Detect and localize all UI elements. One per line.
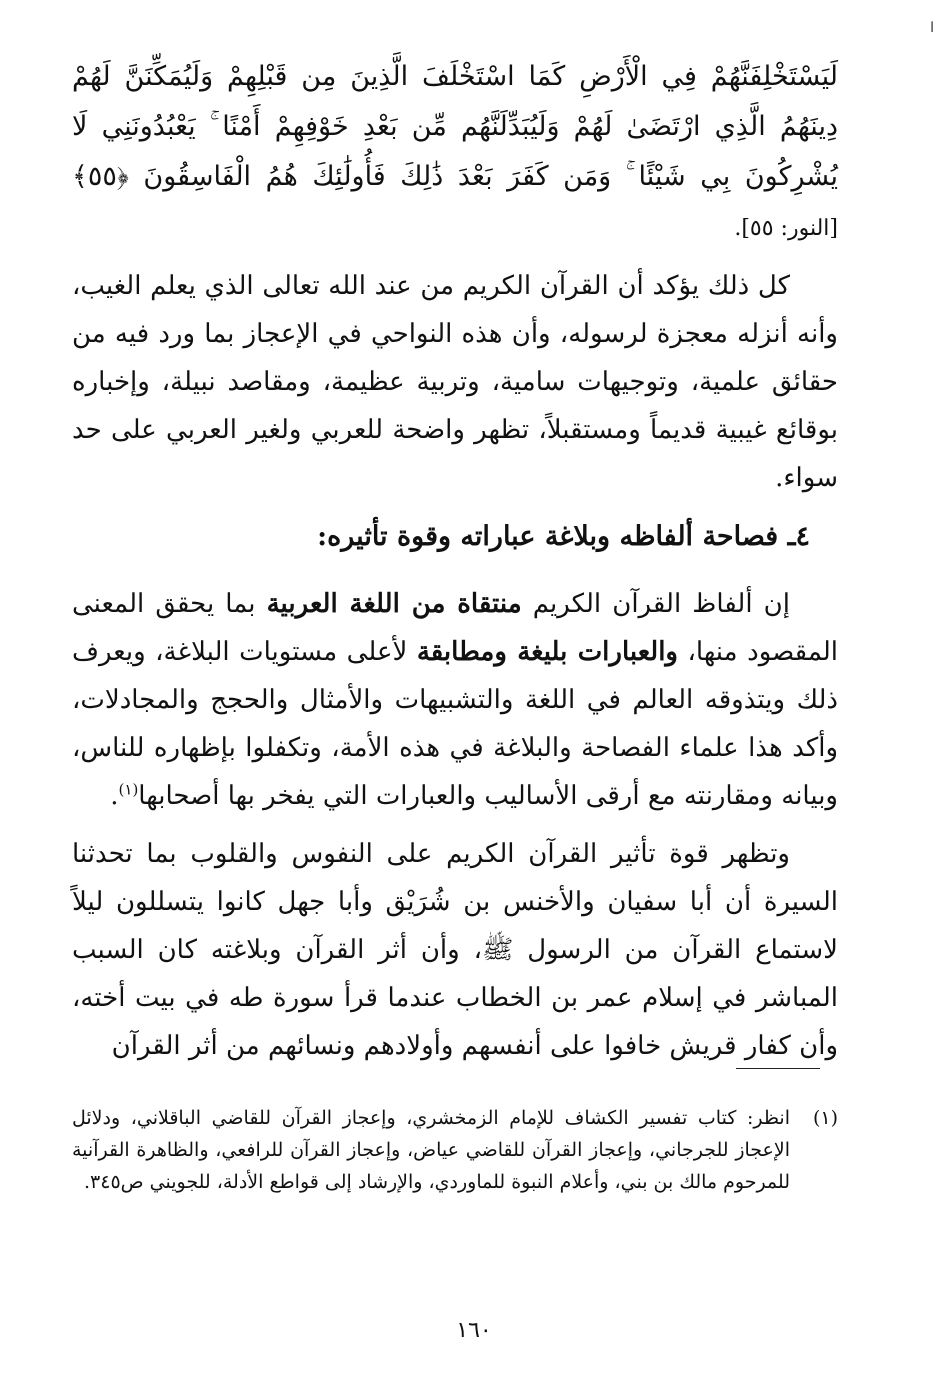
footnote-area [72,1102,838,1198]
paragraph-2-bold-2: والعبارات بليغة ومطابقة [416,637,678,667]
page-body [72,52,838,1080]
paragraph-2-part-3: لأعلى مستويات البلاغة، ويعرف ذلك ويتذوقه العالم في اللغة والتشبيهات والأمثال والحجج والمجادلات، وأكد هذا علماء الفصاحة والبلاغة في هذه الأمة، وتكفلوا بإظهاره للناس، وبيانه ومقارنته مع أرقى الأساليب والعبارات التي يفخر بها أصحابها [72,637,838,811]
paragraph-2-end: . [110,781,119,811]
paragraph-2-bold-1: منتقاة من اللغة العربية [266,589,522,619]
paragraph-2-part-1: إن ألفاظ القرآن الكريم [521,589,790,619]
footnote-number: (١) [812,1107,838,1129]
verse-reference: [النور: ٥٥]. [734,216,838,241]
footnote-reference[interactable]: (١) [118,780,139,799]
paragraph-2-part-2: بما يحقق المعنى المقصود منها، [72,589,838,667]
corner-mark: ا [930,20,934,36]
footnote-text: انظر: كتاب تفسير الكشاف للإمام الزمخشري، وإعجاز القرآن للقاضي الباقلاني، ودلائل الإعجاز للجرجاني، وإعجاز القرآن للقاضي عياض، وإعجاز القرآن للرافعي، والظاهرة القرآنية للمرحوم مالك بن بني، وأعلام النبوة للماوردي، والإرشاد إلى قواطع الأدلة، للجويني ص٣٤٥. [72,1107,790,1193]
section-heading: ٤ـ فصاحة ألفاظه وبلاغة عباراته وقوة تأثيره: [317,521,810,552]
quran-verse [72,52,838,254]
quran-verse-text: لَيَسْتَخْلِفَنَّهُمْ فِي الْأَرْضِ كَمَا اسْتَخْلَفَ الَّذِينَ مِن قَبْلِهِمْ وَلَيُمَكِّنَنَّ لَهُمْ دِينَهُمُ الَّذِي ارْتَضَىٰ لَهُمْ وَلَيُبَدِّلَنَّهُم مِّن بَعْدِ خَوْفِهِمْ أَمْنًا ۚ يَعْبُدُونَنِي لَا يُشْرِكُونَ بِي شَيْئًا ۚ وَمَن كَفَرَ بَعْدَ ذَٰلِكَ فَأُولَٰئِكَ هُمُ الْفَاسِقُونَ ﴿٥٥﴾ [72,61,838,192]
footnote-1 [72,1102,838,1198]
paragraph-3: وتظهر قوة تأثير القرآن الكريم على النفوس والقلوب بما تحدثنا السيرة أن أبا سفيان والأخنس بن شُرَيْق وأبا جهل كانوا يتسللون ليلاً لاستماع القرآن من الرسول ﷺ، وأن أثر القرآن وبلاغته كان السبب المباشر في إسلام عمر بن الخطاب عندما قرأ سورة طه في بيت أخته، وأن كفار قريش خافوا على أنفسهم وأولادهم ونسائهم من أثر القرآن [72,839,838,1061]
page-number: ١٦٠ [456,1318,492,1343]
footnote-separator [736,1068,820,1069]
paragraph-1: كل ذلك يؤكد أن القرآن الكريم من عند الله تعالى الذي يعلم الغيب، وأنه أنزله معجزة لرسوله، وأن هذه النواحي في الإعجاز بما ورد فيه من حقائق علمية، وتوجيهات سامية، وتربية عظيمة، ومقاصد نبيلة، وإخباره بوقائع غيبية قديماً ومستقبلاً، تظهر واضحة للعربي ولغير العربي على حد سواء. [72,271,838,493]
paragraph-2 [72,580,838,820]
